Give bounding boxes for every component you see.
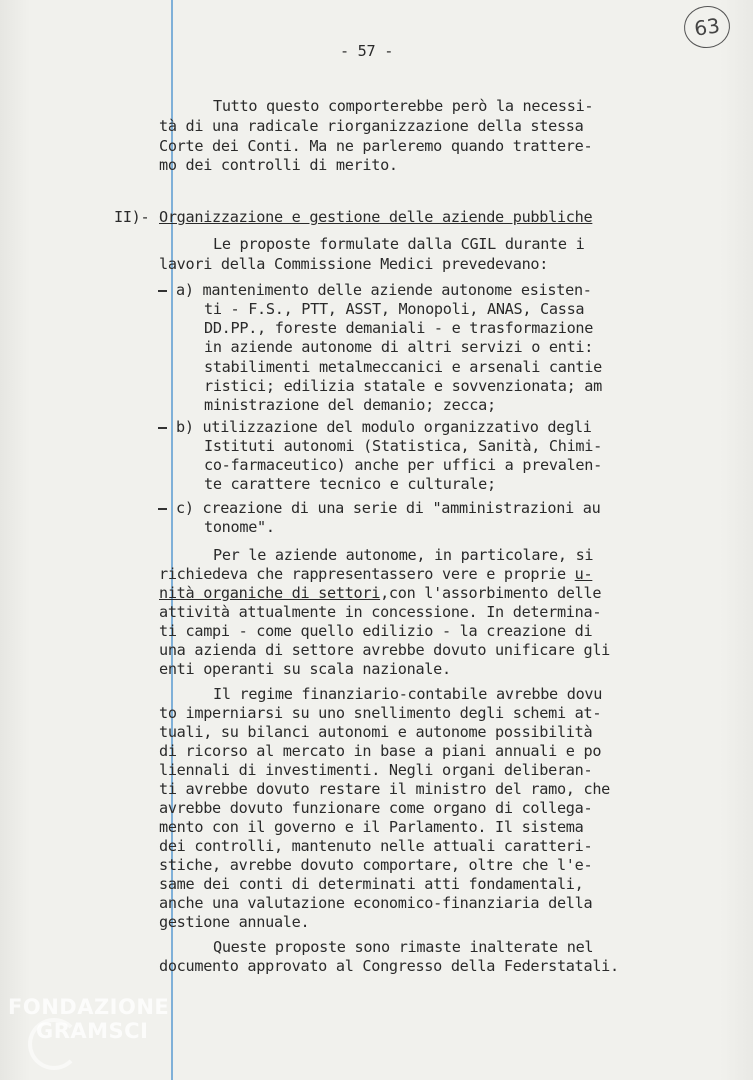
text-line: Il regime finanziario-contabile avrebbe dovu (213, 685, 603, 703)
text-line: ti campi - come quello edilizio - la creazione di (159, 622, 593, 640)
page-number: - 57 - (340, 42, 394, 60)
watermark (8, 995, 169, 1043)
text-line: Queste proposte sono rimaste inalterate nel (213, 938, 594, 956)
bullet-dash (158, 508, 167, 510)
list-item-line: tonome". (204, 518, 275, 536)
text-line: tuali, su bilanci autonomi e autonome possibilità (159, 723, 593, 741)
text-line: mento con il governo e il Parlamento. Il sistema (159, 818, 584, 836)
list-item-line: stabilimenti metalmeccanici e arsenali cantie (204, 358, 602, 376)
text-span: richiedeva che rappresentassero vere e proprie (159, 565, 575, 583)
text-line: Per le aziende autonome, in particolare, si (213, 546, 594, 564)
watermark-line: FONDAZIONE (8, 995, 170, 1019)
text-line: to imperniarsi su uno snellimento degli schemi at- (159, 704, 602, 722)
text-line (159, 584, 601, 603)
list-item-line: c) creazione di una serie di "amministrazioni au (176, 499, 601, 517)
list-item-line: ti - F.S., PTT, ASST, Monopoli, ANAS, Cassa (204, 300, 585, 318)
underlined-span: nità organiche di settori (159, 584, 381, 602)
text-line: gestione annuale. (159, 913, 310, 931)
text-line: documento approvato al Congresso della Federstatali. (159, 957, 619, 975)
text-line: enti operanti su scala nazionale. (159, 660, 451, 678)
list-item-line: Istituti autonomi (Statistica, Sanità, Chimi- (204, 437, 602, 455)
text-line: avrebbe dovuto funzionare come organo di collega- (159, 799, 593, 817)
text-line: same dei conti di determinati atti fondamentali, (159, 875, 584, 893)
text-line: anche una valutazione economico-finanziaria della (159, 894, 593, 912)
text-line: attività attualmente in concessione. In determina- (159, 603, 602, 621)
text-line: Tutto questo comporterebbe però la necessi- (213, 97, 594, 115)
text-line: una azienda di settore avrebbe dovuto unificare gli (159, 641, 611, 659)
text-line: di ricorso al mercato in base a piani annuali e po (159, 742, 602, 760)
underlined-span: u- (574, 565, 593, 583)
list-item-line: ristici; edilizia statale e sovvenzionata; am (204, 377, 602, 395)
text-line (159, 565, 592, 584)
list-item-line: in aziende autonome di altri servizi o enti: (204, 338, 594, 356)
text-line: tà di una radicale riorganizzazione della stessa (159, 117, 584, 135)
text-line: liennali di investimenti. Negli organi deliberan- (159, 761, 593, 779)
list-item-line: a) mantenimento delle aziende autonome esisten- (176, 281, 592, 299)
list-item-line: co-farmaceutico) anche per uffici a prevalen- (204, 456, 602, 474)
text-line: Corte dei Conti. Ma ne parleremo quando trattere- (159, 137, 593, 155)
text-line: mo dei controlli di merito. (159, 156, 398, 174)
list-item-line: ministrazione del demanio; zecca; (204, 396, 496, 414)
text-line: Le proposte formulate dalla CGIL durante i (213, 235, 585, 253)
text-line: stiche, avrebbe dovuto comportare, oltre che l'e- (159, 856, 593, 874)
text-span: ,con l'assorbimento delle (380, 584, 602, 602)
text-line: lavori della Commissione Medici prevedevano: (159, 255, 549, 273)
list-item-line: b) utilizzazione del modulo organizzativo degli (176, 418, 592, 436)
list-item-line: te carattere tecnico e culturale; (204, 475, 496, 493)
watermark-line: GRAMSCI (36, 1019, 149, 1043)
section-title: Organizzazione e gestione delle aziende pubbliche (159, 208, 593, 226)
list-item-line: DD.PP., foreste demaniali - e trasformazione (204, 319, 594, 337)
bullet-dash (158, 290, 167, 292)
text-line: dei controlli, mantenuto nelle attuali caratteri- (159, 837, 593, 855)
text-line: ti avrebbe dovuto restare il ministro del ramo, che (159, 780, 611, 798)
section-label: II)- (114, 208, 150, 226)
page-stamp: 63 (681, 3, 732, 51)
bullet-dash (158, 427, 167, 429)
